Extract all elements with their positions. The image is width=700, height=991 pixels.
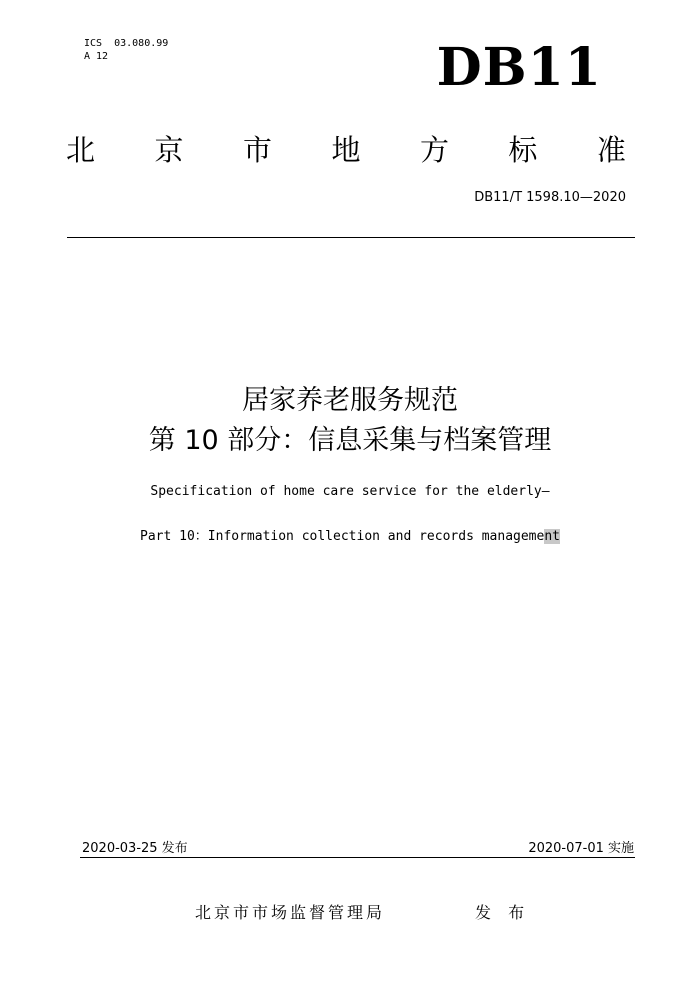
issue-label: 发 布	[475, 903, 531, 922]
standard-level-char: 北	[66, 133, 96, 167]
standard-level-title	[66, 130, 626, 170]
chinese-title-line-1: 居家养老服务规范	[242, 385, 458, 416]
standard-level-char: 京	[154, 133, 184, 167]
standard-number: DB11/T 1598.10—2020	[474, 190, 626, 205]
english-title-line-2	[0, 528, 700, 546]
standard-level-char: 市	[242, 133, 272, 167]
ccs-code: A 12	[84, 51, 109, 62]
standard-level-char: 准	[596, 133, 626, 167]
chinese-title-line-2: 第 10 部分：信息采集与档案管理	[148, 425, 552, 456]
ics-code: ICS 03.080.99	[84, 38, 169, 49]
header-divider	[67, 237, 635, 238]
db11-logo: DB11	[436, 37, 602, 98]
highlighted-text-selection[interactable]: nt	[544, 529, 560, 544]
footer-divider	[80, 857, 635, 858]
release-date: 2020-03-25 发布	[82, 841, 188, 856]
implementation-date: 2020-07-01 实施	[528, 841, 634, 856]
standard-level-char: 地	[331, 133, 361, 167]
english-title-line-1: Specification of home care service for the elderly—	[150, 484, 550, 499]
english-title-line-2-main: Part 10：Information collection and records manageme	[140, 529, 545, 544]
standard-level-char: 标	[508, 133, 538, 167]
standard-level-char: 方	[419, 133, 449, 167]
issuing-authority: 北京市市场监督管理局	[195, 903, 386, 922]
classification-codes	[84, 37, 168, 63]
